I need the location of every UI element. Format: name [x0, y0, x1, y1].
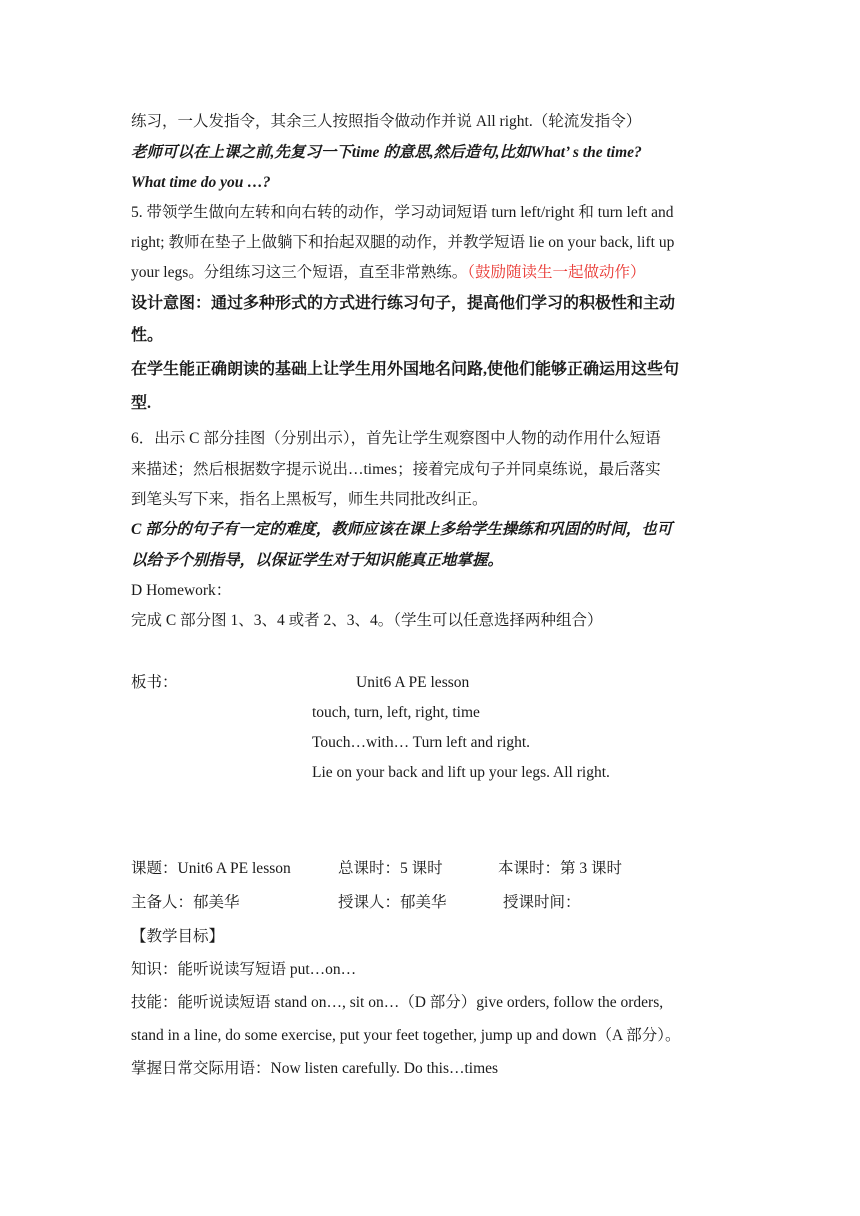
- lesson-time: 授课时间：: [503, 894, 581, 911]
- objective-skills: 技能：能听说读短语 stand on…, sit on…（D 部分）give orders, follow the orders,: [131, 994, 664, 1011]
- design-intent: 型.: [131, 395, 152, 412]
- board-label: 板书：: [131, 674, 178, 691]
- text-line: right; 教师在垫子上做躺下和抬起双腿的动作，并教学短语 lie on your back, lift up: [131, 234, 675, 251]
- board-row: touch, turn, left, right, time: [312, 704, 480, 721]
- lead-preparer: 主备人：郁美华: [131, 894, 240, 911]
- teacher-note: What time do you …?: [131, 174, 271, 191]
- text-line: 到笔头写下来，指名上黑板写，师生共同批改纠正。: [131, 491, 488, 508]
- teacher-note: C 部分的句子有一定的难度，教师应该在课上多给学生操练和巩固的时间，也可: [131, 521, 673, 538]
- teacher-note: 以给予个别指导，以保证学生对于知识能真正地掌握。: [131, 552, 504, 569]
- text-line: [131, 262, 646, 284]
- highlight-note: （鼓励随读生一起做动作）: [467, 264, 646, 281]
- text-line: 练习，一人发指令，其余三人按照指令做动作并说 All right.（轮流发指令）: [131, 113, 642, 130]
- board-title: Unit6 A PE lesson: [356, 674, 470, 691]
- text-segment: your legs。分组练习这三个短语，直至非常熟练。: [131, 264, 468, 281]
- board-row: Touch…with… Turn left and right.: [312, 734, 531, 751]
- design-intent: 设计意图：通过多种形式的方式进行练习句子，提高他们学习的积极性和主动: [131, 295, 676, 312]
- text-line: 5. 带领学生做向左转和向右转的动作，学习动词短语 turn left/right 和 turn left and: [131, 204, 674, 221]
- current-period: 本课时：第 3 课时: [498, 860, 623, 877]
- homework-text: 完成 C 部分图 1、3、4 或者 2、3、4。（学生可以任意选择两种组合）: [131, 612, 603, 629]
- design-intent: 在学生能正确朗读的基础上让学生用外国地名问路,使他们能够正确运用这些句: [131, 361, 680, 378]
- objective-expressions: 掌握日常交际用语：Now listen carefully. Do this…times: [131, 1060, 499, 1077]
- teacher-note: 老师可以在上课之前,先复习一下time 的意思,然后造句,比如What’ s the time?: [131, 144, 642, 161]
- lesson-topic: 课题：Unit6 A PE lesson: [131, 860, 291, 877]
- objective-knowledge: 知识：能听说读写短语 put…on…: [131, 961, 357, 978]
- section-heading: 【教学目标】: [131, 928, 225, 945]
- total-periods: 总课时：5 课时: [338, 860, 443, 877]
- board-row: Lie on your back and lift up your legs. All right.: [312, 764, 610, 781]
- text-line: 6．出示 C 部分挂图（分别出示），首先让学生观察图中人物的动作用什么短语: [131, 430, 661, 447]
- objective-skills: stand in a line, do some exercise, put your feet together, jump up and down（A 部分）。: [131, 1027, 681, 1044]
- homework-heading: D Homework：: [131, 582, 232, 599]
- teacher: 授课人：郁美华: [338, 894, 447, 911]
- design-intent: 性。: [131, 327, 164, 344]
- text-line: 来描述；然后根据数字提示说出…times；接着完成句子并同桌练说，最后落实: [131, 461, 661, 478]
